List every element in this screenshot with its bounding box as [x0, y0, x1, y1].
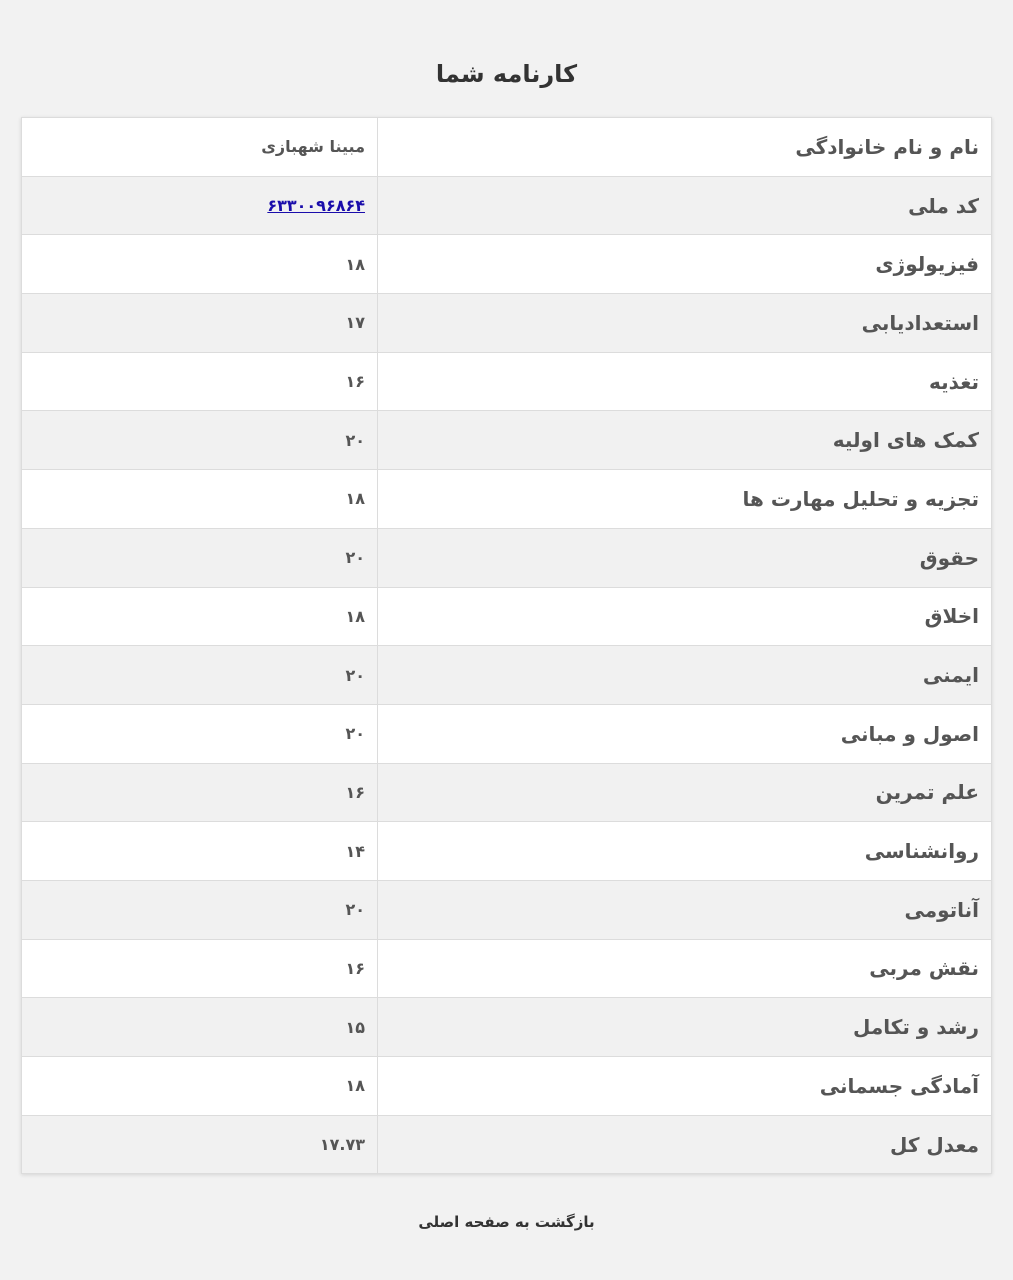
table-row — [22, 822, 992, 881]
row-value: ۱۶ — [345, 782, 365, 802]
table-row — [22, 646, 992, 705]
row-label: آمادگی جسمانی — [378, 1057, 992, 1116]
back-to-home-link[interactable]: بازگشت به صفحه اصلی — [418, 1213, 595, 1231]
row-label: اخلاق — [378, 587, 992, 646]
row-value: ۲۰ — [345, 724, 365, 744]
row-label: حقوق — [378, 528, 992, 587]
table-row — [22, 587, 992, 646]
row-value-cell — [22, 587, 378, 646]
row-label: نام و نام خانوادگی — [378, 118, 992, 177]
table-row — [22, 352, 992, 411]
row-value-cell — [22, 294, 378, 353]
row-value: ۲۰ — [345, 548, 365, 568]
row-value-cell — [22, 176, 378, 235]
row-value-cell — [22, 118, 378, 177]
row-value-cell — [22, 470, 378, 529]
row-value-cell — [22, 822, 378, 881]
row-value: ۲۰ — [345, 900, 365, 920]
row-value: ۱۵ — [345, 1017, 365, 1037]
row-label: رشد و تکامل — [378, 998, 992, 1057]
table-row — [22, 294, 992, 353]
row-label: آناتومی — [378, 880, 992, 939]
row-label: ایمنی — [378, 646, 992, 705]
table-row — [22, 528, 992, 587]
row-value: ۲۰ — [345, 430, 365, 450]
row-label: کمک های اولیه — [378, 411, 992, 470]
row-value: ۱۸ — [345, 254, 365, 274]
table-row — [22, 939, 992, 998]
row-value-cell — [22, 880, 378, 939]
report-card-body — [22, 118, 992, 1174]
row-value-cell — [22, 1115, 378, 1174]
row-label: علم تمرین — [378, 763, 992, 822]
row-value-cell — [22, 352, 378, 411]
row-label: تجزیه و تحلیل مهارت ها — [378, 470, 992, 529]
page-title: کارنامه شما — [435, 60, 578, 88]
row-label: فیزیولوژی — [378, 235, 992, 294]
table-row — [22, 1057, 992, 1116]
row-value-cell — [22, 528, 378, 587]
national-id-link[interactable]: ۶۳۳۰۰۹۶۸۶۴ — [267, 196, 365, 216]
table-row — [22, 118, 992, 177]
row-value: ۱۸ — [345, 606, 365, 626]
row-label: کد ملی — [378, 176, 992, 235]
table-row — [22, 998, 992, 1057]
table-row — [22, 1115, 992, 1174]
row-value: ۱۸ — [345, 1076, 365, 1096]
table-row — [22, 176, 992, 235]
row-label: معدل کل — [378, 1115, 992, 1174]
table-row — [22, 235, 992, 294]
row-value-cell — [22, 1057, 378, 1116]
row-value: ۱۶ — [345, 958, 365, 978]
table-row — [22, 470, 992, 529]
row-label: تغذیه — [378, 352, 992, 411]
row-value-cell — [22, 704, 378, 763]
row-value-cell — [22, 763, 378, 822]
table-row — [22, 704, 992, 763]
row-value-cell — [22, 939, 378, 998]
row-value: ۱۸ — [345, 489, 365, 509]
row-value-cell — [22, 411, 378, 470]
row-value-cell — [22, 235, 378, 294]
row-label: روانشناسی — [378, 822, 992, 881]
table-row — [22, 411, 992, 470]
row-label: استعدادیابی — [378, 294, 992, 353]
table-row — [22, 880, 992, 939]
row-label: نقش مربی — [378, 939, 992, 998]
table-row — [22, 763, 992, 822]
row-value-cell — [22, 998, 378, 1057]
row-label: اصول و مبانی — [378, 704, 992, 763]
row-value: ۱۷.۷۳ — [319, 1135, 365, 1155]
report-card-table — [21, 117, 992, 1174]
row-value: ۱۷ — [345, 313, 365, 333]
row-value-cell — [22, 646, 378, 705]
row-value: مبینا شهبازی — [261, 137, 365, 157]
row-value: ۱۶ — [345, 372, 365, 392]
row-value: ۲۰ — [345, 665, 365, 685]
row-value: ۱۴ — [345, 841, 365, 861]
